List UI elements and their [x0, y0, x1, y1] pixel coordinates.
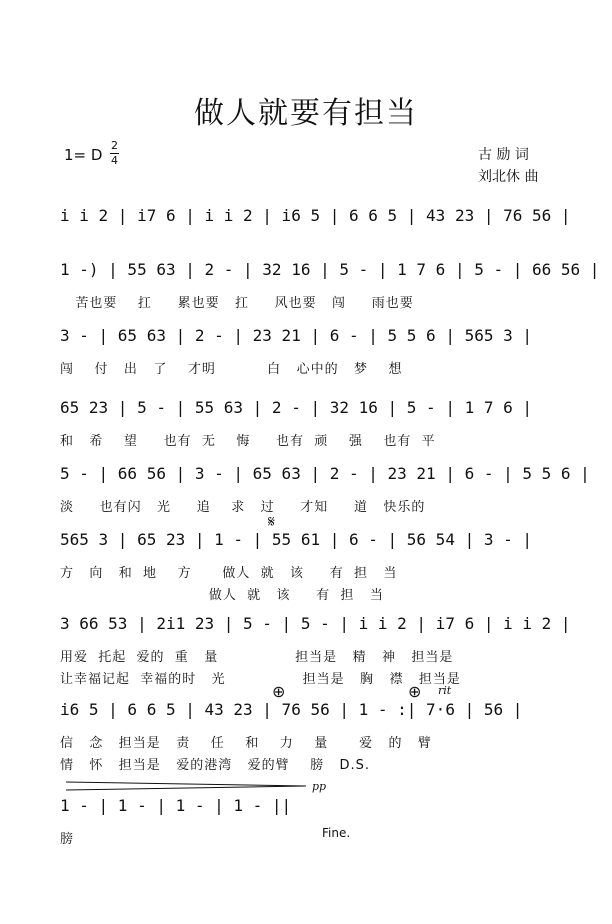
lyric-line: 信 念 担当是 责 任 和 力 量 爱 的 臂 — [60, 736, 432, 751]
lyric-line: 和 希 望 也有 无 悔 也有 顽 强 也有 平 — [60, 434, 436, 449]
music-row — [60, 464, 590, 494]
notation-line: 565 3 | 65 23 | 1 - | 55 61 | 6 - | 56 54 | 3 - | — [60, 530, 533, 549]
decrescendo-hairpin — [66, 780, 316, 792]
music-row — [60, 614, 571, 644]
lyricist-credit: 古 励 词 — [478, 147, 529, 163]
music-row — [60, 530, 560, 560]
notation-line: 3 66 53 | 2i1 23 | 5 - | 5 - | i i 2 | i7 6 | i i 2 | — [60, 614, 571, 633]
notation-line: 1 -) | 55 63 | 2 - | 32 16 | 5 - | 1 7 6 | 5 - | 66 56 | — [60, 260, 600, 279]
lyric-line: 情 怀 担当是 爱的港湾 爱的臂 膀 D.S. — [60, 758, 371, 773]
segno-icon: 𝄋 — [268, 512, 275, 531]
page-title: 做人就要有担当 — [194, 96, 418, 131]
music-row — [60, 796, 560, 826]
pp-marking: pp — [312, 780, 327, 793]
rit-marking: rit — [438, 684, 452, 697]
lyric-line: 让幸福记起 幸福的时 光 担当是 胸 襟 担当是 — [60, 672, 461, 687]
time-signature-bottom: 4 — [111, 154, 118, 167]
notation-line: 65 23 | 5 - | 55 63 | 2 - | 32 16 | 5 - | 1 7 6 | — [60, 398, 533, 417]
music-row — [60, 398, 560, 428]
key-signature: 1= D — [64, 146, 103, 164]
notation-line: 1 - | 1 - | 1 - | 1 - || — [60, 796, 292, 815]
lyric-line: 方 向 和 地 方 做人 就 该 有 担 当 — [60, 566, 398, 581]
composer-credit: 刘北休 曲 — [478, 169, 539, 185]
lyric-line: 闯 付 出 了 才明 白 心中的 梦 想 — [60, 362, 403, 377]
notation-line: 3 - | 65 63 | 2 - | 23 21 | 6 - | 5 5 6 | 565 3 | — [60, 326, 533, 345]
notation-line: i6 5 | 6 6 5 | 43 23 | 76 56 | 1 - :| 7·6 | 56 | — [60, 700, 523, 719]
lyric-line: 做人 就 该 有 担 当 — [60, 588, 384, 603]
music-row — [60, 260, 600, 290]
lyric-line: 膀 — [60, 832, 75, 847]
music-row — [60, 206, 571, 236]
coda-icon-2: ⊕ — [408, 682, 422, 701]
lyric-line: 苦也要 扛 累也要 扛 风也要 闯 雨也要 — [60, 296, 414, 311]
time-signature — [110, 140, 119, 167]
lyric-line: 淡 也有闪 光 追 求 过 才知 道 快乐的 — [60, 500, 426, 515]
notation-line: i i 2 | i7 6 | i i 2 | i6 5 | 6 6 5 | 43 23 | 76 56 | — [60, 206, 571, 225]
coda-icon: ⊕ — [272, 682, 286, 701]
lyric-line: 用爱 托起 爱的 重 量 担当是 精 神 担当是 — [60, 650, 454, 665]
music-row — [60, 326, 560, 356]
fine-marking: Fine. — [322, 826, 351, 840]
time-signature-top: 2 — [111, 139, 118, 152]
music-row — [60, 700, 560, 730]
notation-line: 5 - | 66 56 | 3 - | 65 63 | 2 - | 23 21 | 6 - | 5 5 6 | — [60, 464, 590, 483]
